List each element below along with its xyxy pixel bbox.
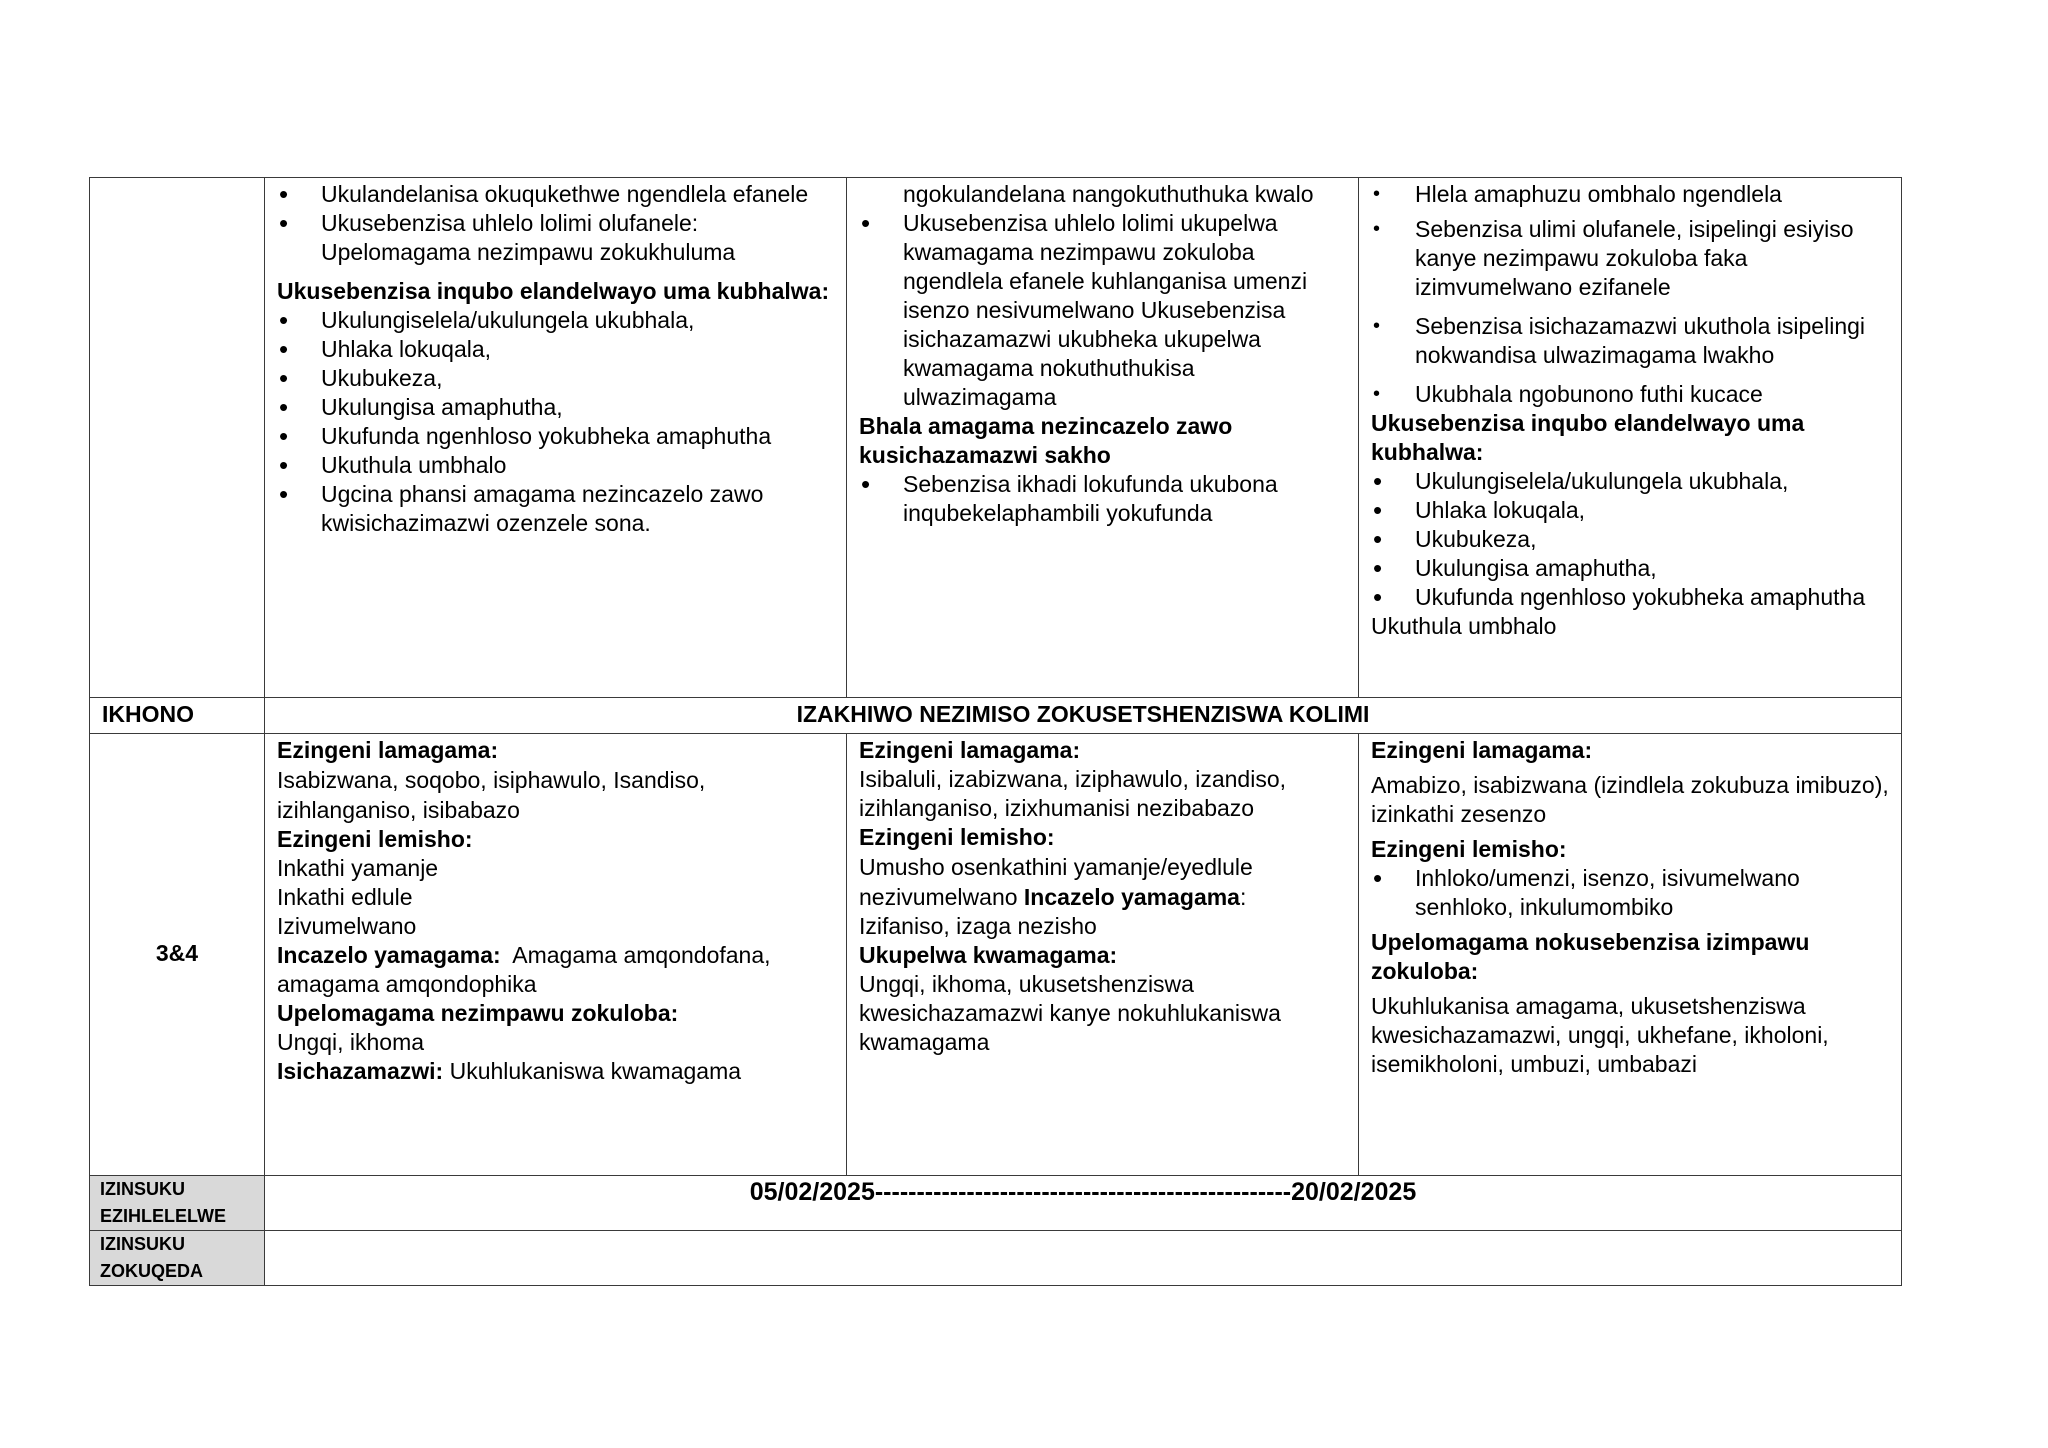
row1-label-cell — [90, 178, 265, 698]
planned-dates-value: 05/02/2025--------------------------------------------------20/02/2025 — [265, 1176, 1902, 1231]
list-item: • Ukulungiselela/ukulungela ukubhala, — [277, 306, 834, 335]
col1-spelling-text: Ungqi, ikhoma — [277, 1029, 425, 1055]
row1-col3-cell — [1359, 178, 1902, 698]
list-item: • Sebenzisa ikhadi lokufunda ukubona inqubekelaphambili yokufunda — [859, 470, 1346, 528]
list-item: • Ukulungiselela/ukulungela ukubhala, — [1371, 467, 1889, 496]
col1-sentence-item: Izivumelwano — [277, 913, 417, 939]
col2-dictionary-heading: Bhala amagama nezincazelo zawo kusichazamazwi sakho — [859, 413, 1233, 468]
col2-sentence-block — [859, 852, 1346, 912]
list-item: • Uhlaka lokuqala, — [277, 335, 834, 364]
skill-label: IKHONO — [90, 698, 265, 734]
col1-sentence-level-heading: Ezingeni lemisho: — [277, 826, 473, 852]
list-item: • Sebenzisa ulimi olufanele, isipelingi esiyiso kanye nezimpawu zokuloba faka izimvumelwano ezifanele — [1371, 215, 1889, 302]
col1-sentence-item: Inkathi yamanje — [277, 855, 439, 881]
list-item: • Ukubhala ngobunono futhi kucace — [1371, 380, 1889, 409]
col2-spelling-heading: Ukupelwa kwamagama: — [859, 942, 1118, 968]
col2-spelling-text: Ungqi, ikhoma, ukusetshenziswa kwesichazamazwi kanye nokuhlukaniswa kwamagama — [859, 971, 1281, 1055]
col3-writing-process-heading: Ukusebenzisa inqubo elandelwayo uma kubhalwa: — [1371, 410, 1805, 465]
list-item: • Ukulungisa amaphutha, — [277, 393, 834, 422]
col1-dictionary-block — [277, 1057, 834, 1086]
col1-sentence-item: Inkathi edlule — [277, 884, 413, 910]
planned-dates-row — [90, 1176, 1902, 1231]
col1-meaning-text: Amagama amqondofana, amagama amqondophika — [277, 942, 771, 997]
col2-bullets-b — [859, 470, 1346, 528]
col1-bullets-a — [277, 180, 834, 267]
completion-dates-value[interactable] — [265, 1231, 1902, 1286]
list-item: • Ukuthula umbhalo — [277, 451, 834, 480]
col3-spelling-text: Ukuhlukanisa amagama, ukusetshenziswa kwesichazamazwi, ungqi, ukhefane, ikholoni, isemikholoni, umbuzi, umbabazi — [1371, 993, 1829, 1077]
row3-col3-cell — [1359, 734, 1902, 1176]
list-item: • Uhlaka lokuqala, — [1371, 496, 1889, 525]
col1-spelling-heading: Upelomagama nezimpawu zokuloba: — [277, 1000, 679, 1026]
col3-word-level-text: Amabizo, isabizwana (izindlela zokubuza imibuzo), izinkathi zesenzo — [1371, 772, 1889, 827]
list-item: • Inhloko/umenzi, isenzo, isivumelwano senhloko, inkulumombiko — [1371, 864, 1889, 922]
col3-tail-text: Ukuthula umbhalo — [1371, 613, 1557, 639]
col2-meaning-text: Izifaniso, izaga nezisho — [859, 913, 1097, 939]
list-item: • Ukufunda ngenhloso yokubheka amaphutha — [277, 422, 834, 451]
col1-meaning-block — [277, 941, 834, 999]
col3-bullets-a — [1371, 180, 1889, 409]
list-item: • Sebenzisa isichazamazwi ukuthola isipelingi nokwandisa ulwazimagama lwakho — [1371, 312, 1889, 370]
col2-meaning-colon: : — [1239, 884, 1247, 910]
col1-word-level-heading: Ezingeni lamagama: — [277, 737, 499, 763]
planned-dates-label-line2: EZIHLELELWE — [100, 1206, 226, 1226]
col1-word-level-text: Isabizwana, soqobo, isiphawulo, Isandiso, izihlanganiso, isibabazo — [277, 767, 706, 823]
col1-dictionary-heading: Isichazamazwi: — [277, 1058, 444, 1084]
section-header-row — [90, 698, 1902, 734]
row1-col2-cell — [847, 178, 1359, 698]
completion-dates-row — [90, 1231, 1902, 1286]
planned-dates-label — [90, 1176, 265, 1231]
row3-col2-cell — [847, 734, 1359, 1176]
lesson-plan-table — [89, 177, 1902, 1286]
language-structures-row — [90, 734, 1902, 1176]
list-item: • Ukubukeza, — [277, 364, 834, 393]
list-item: • Ukusebenzisa uhlelo lolimi ukupelwa kwamagama nezimpawu zokuloba ngendlela efanele kuhlanganisa umenzi isenzo nesivumelwano Ukusebenzisa isichazamazwi ukubheka ukupelwa kwamagama nokuthuthukisa ulwazimagama — [859, 209, 1346, 412]
col3-sentence-level-heading: Ezingeni lemisho: — [1371, 836, 1567, 862]
list-item: • Ugcina phansi amagama nezincazelo zawo kwisichazimazwi ozenzele sona. — [277, 480, 834, 538]
row3-col1-cell — [265, 734, 847, 1176]
list-item: • Ukufunda ngenhloso yokubheka amaphutha — [1371, 583, 1889, 612]
col3-spelling-heading: Upelomagama nokusebenzisa izimpawu zokuloba: — [1371, 929, 1810, 984]
col1-bullets-b — [277, 306, 834, 538]
list-item: • Ukubukeza, — [1371, 525, 1889, 554]
row1-col1-cell — [265, 178, 847, 698]
col2-word-level-heading: Ezingeni lamagama: — [859, 737, 1081, 763]
col3-word-level-heading: Ezingeni lamagama: — [1371, 737, 1593, 763]
list-item: • Hlela amaphuzu ombhalo ngendlela — [1371, 180, 1889, 209]
col2-sentence-text: Umusho osenkathini yamanje/eyedlule nezivumelwano — [859, 854, 1253, 910]
list-item: • Ukulungisa amaphutha, — [1371, 554, 1889, 583]
col2-word-level-text: Isibaluli, izabizwana, iziphawulo, izandiso, izihlanganiso, izixhumanisi nezibabazo — [859, 766, 1287, 821]
col3-bullets-b — [1371, 467, 1889, 612]
col2-sentence-level-heading: Ezingeni lemisho: — [859, 824, 1055, 850]
col2-bullets-a — [859, 209, 1346, 412]
writing-process-row — [90, 178, 1902, 698]
completion-dates-label-line1: IZINSUKU — [100, 1234, 185, 1254]
col1-dictionary-text: Ukuhlukaniswa kwamagama — [449, 1058, 742, 1084]
col2-continued-line: ngokulandelana nangokuthuthuka kwalo — [903, 181, 1314, 207]
list-item: • Ukusebenzisa uhlelo lolimi olufanele: Upelomagama nezimpawu zokukhuluma — [277, 209, 834, 267]
week-number: 3&4 — [90, 734, 265, 1176]
list-item: • Ukulandelanisa okuqukethwe ngendlela efanele — [277, 180, 834, 209]
planned-dates-label-line1: IZINSUKU — [100, 1179, 185, 1199]
completion-dates-label — [90, 1231, 265, 1286]
col1-meaning-heading: Incazelo yamagama: — [277, 942, 501, 968]
col2-meaning-heading: Incazelo yamagama — [1023, 884, 1240, 910]
completion-dates-label-line2: ZOKUQEDA — [100, 1261, 203, 1281]
section-title: IZAKHIWO NEZIMISO ZOKUSETSHENZISWA KOLIMI — [265, 698, 1902, 734]
col3-sentence-bullets — [1371, 864, 1889, 922]
col1-writing-process-heading: Ukusebenzisa inqubo elandelwayo uma kubhalwa: — [277, 278, 830, 304]
